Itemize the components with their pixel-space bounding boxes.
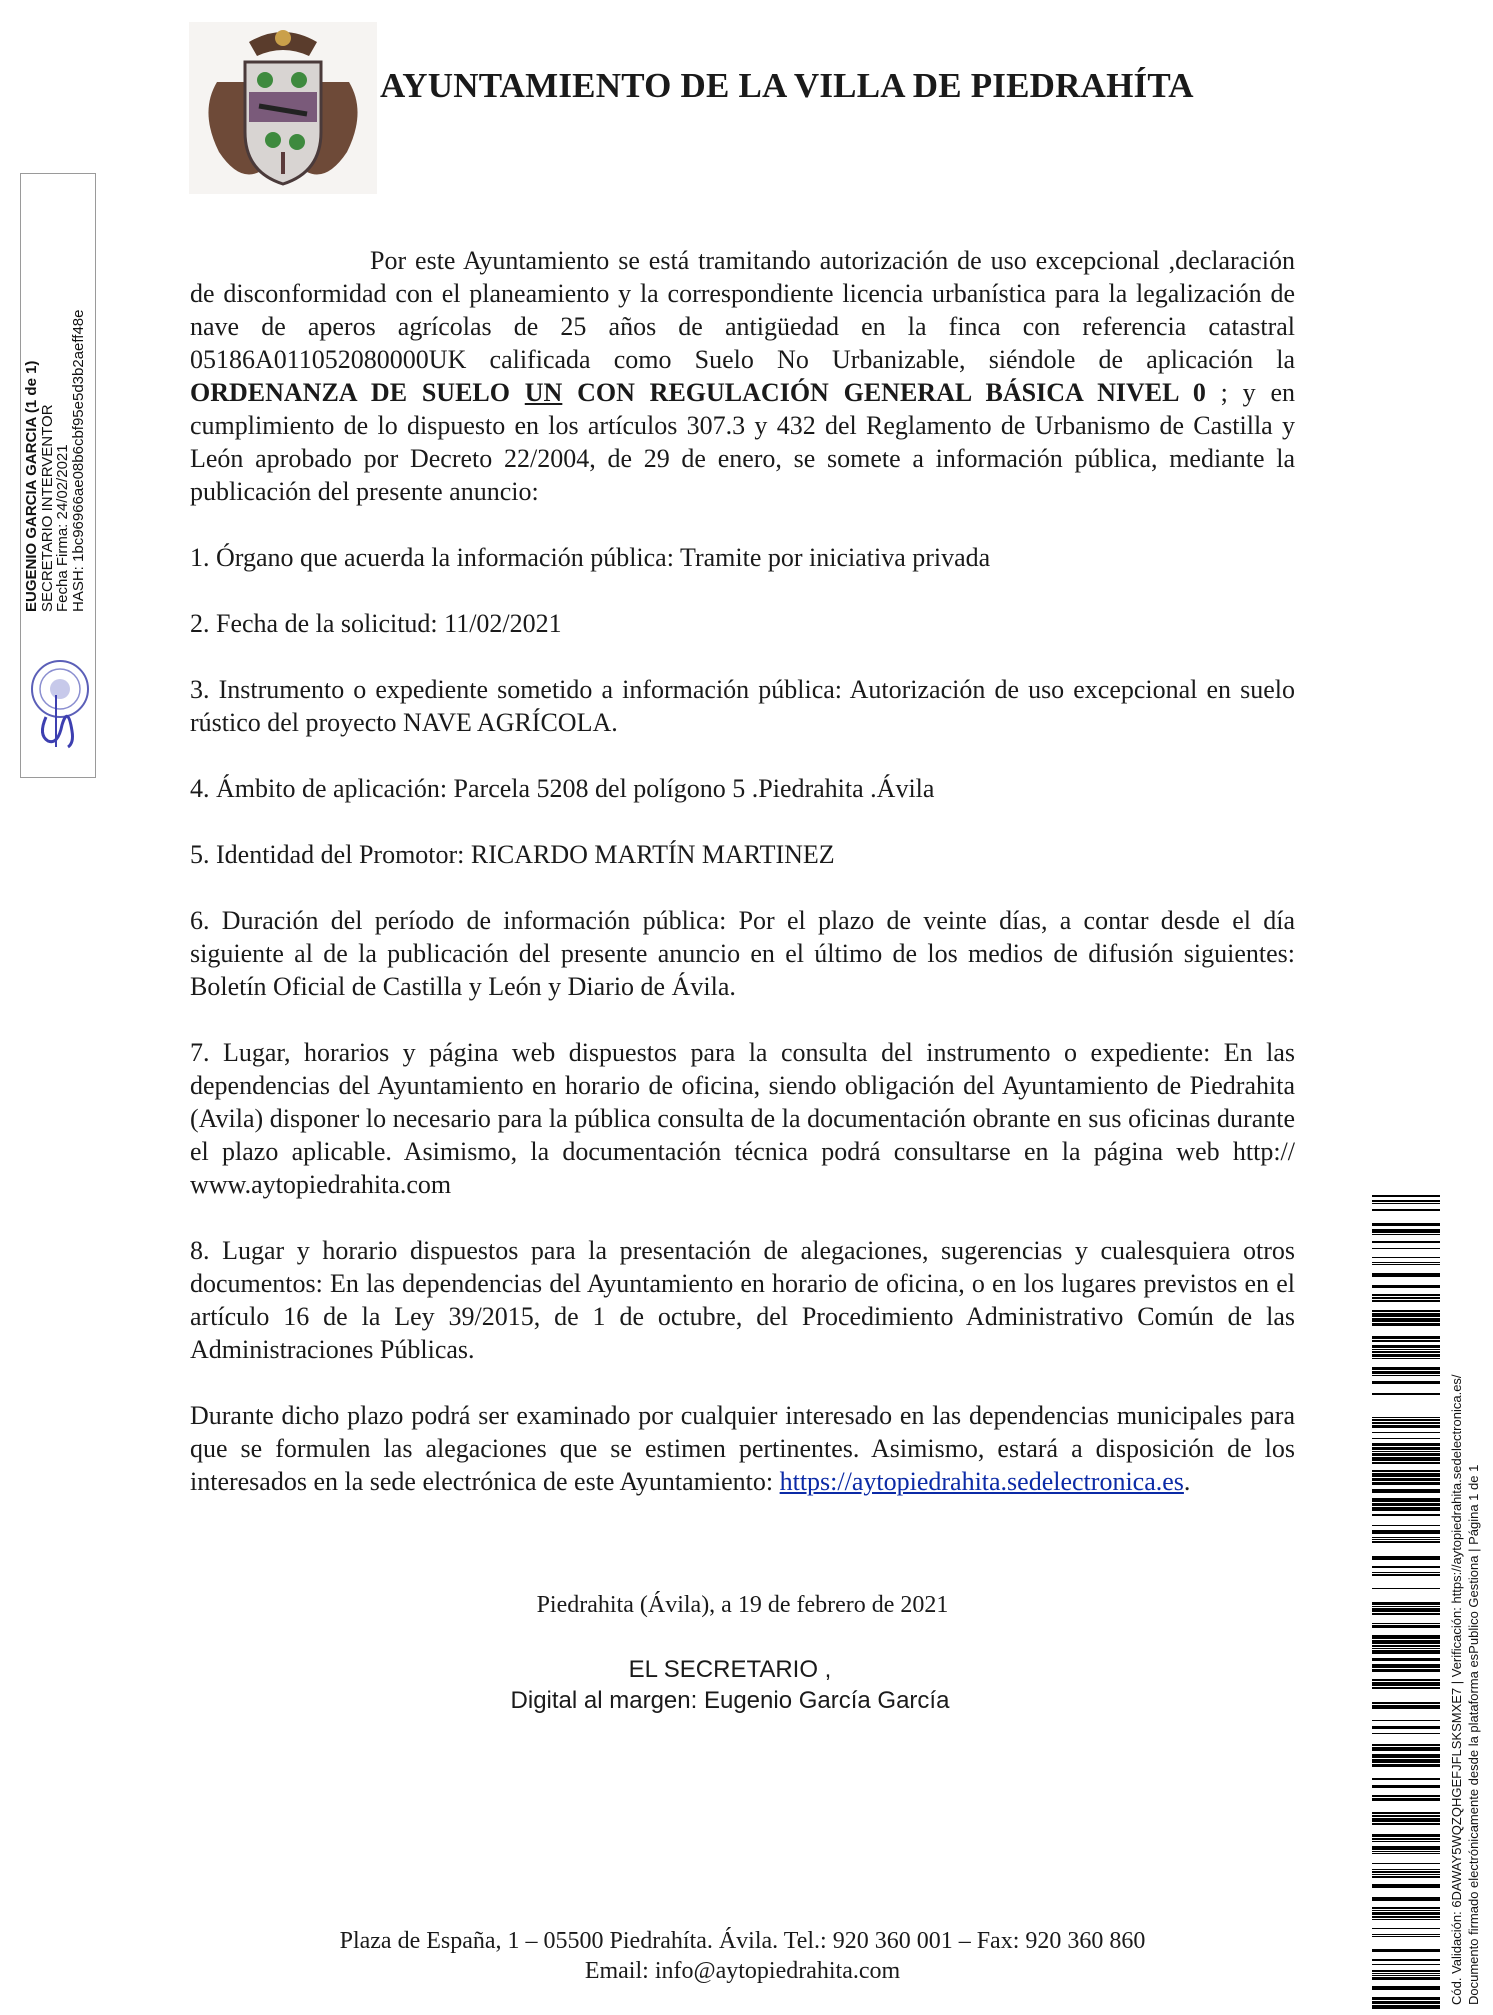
signer-name: EUGENIO GARCIA GARCIA (1 de 1) xyxy=(23,360,40,612)
signer-role: SECRETARIO INTERVENTOR xyxy=(38,404,56,612)
signature-date: Fecha Firma: 24/02/2021 xyxy=(54,444,71,612)
footer-email: Email: info@aytopiedrahita.com xyxy=(584,1958,901,1984)
signature-hash: HASH: 1bc96966ae08b6cbf95e5d3b2aeff48e xyxy=(69,309,87,612)
ordinance-part-b: CON REGULACIÓN GENERAL BÁSICA NIVEL 0 xyxy=(562,378,1206,407)
closing-paragraph xyxy=(190,1399,1295,1498)
list-item: 5. Identidad del Promotor: RICARDO MARTÍN MARTINEZ xyxy=(190,840,835,869)
coat-of-arms-icon xyxy=(189,22,377,194)
list-item: 3. Instrumento o expediente sometido a información pública: Autorización de uso excepcional en suelo rústico del proyecto NAVE AGRÍCOLA. xyxy=(190,675,1295,737)
verification-note xyxy=(1448,1205,1493,2005)
page-title: AYUNTAMIENTO DE LA VILLA DE PIEDRAHÍTA xyxy=(380,66,1194,105)
closing-text: Durante dicho plazo podrá ser examinado por cualquier interesado en las dependencias municipales para que se formulen las alegaciones que se estimen pertinentes. Asimismo, estará a disposición de los interesados en la sede electrónica de este Ayuntamiento: xyxy=(190,1401,1295,1496)
footer xyxy=(190,1926,1295,1986)
sede-electronica-link[interactable]: https://aytopiedrahita.sedelectronica.es xyxy=(779,1467,1184,1496)
list-item: 2. Fecha de la solicitud: 11/02/2021 xyxy=(190,609,562,638)
place-date: Piedrahita (Ávila), a 19 de febrero de 2021 xyxy=(536,1592,949,1618)
verification-platform: Documento firmado electrónicamente desde la plataforma esPublico Gestiona | Página 1 de 1 xyxy=(1466,1464,1481,2005)
closing-end: . xyxy=(1183,1467,1191,1496)
ordinance-title xyxy=(190,378,1206,407)
ordinance-un: UN xyxy=(524,378,563,407)
list-item: 6. Duración del período de información pública: Por el plazo de veinte días, a contar desde el día siguiente al de la publicación del presente anuncio en el último de los medios de difusión siguientes: Boletín Oficial de Castilla y León y Diario de Ávila. xyxy=(190,906,1295,1001)
barcode-icon xyxy=(1372,1195,1440,2010)
list-item: 8. Lugar y horario dispuestos para la presentación de alegaciones, sugerencias y cualesquiera otros documentos: En las dependencias del Ayuntamiento en horario de oficina, o en los lugares previstos en el artículo 16 de la Ley 39/2015, de 1 de octubre, del Procedimiento Administrativo Común de las Administraciones Públicas. xyxy=(190,1236,1295,1364)
ordinance-part-a: ORDENANZA DE SUELO xyxy=(190,378,525,407)
intro-text-end: ; y en cumplimiento de lo dispuesto en los artículos 307.3 y 432 del Reglamento de Urbanismo de Castilla y León aprobado por Decreto 22/2004, de 29 de enero, se somete a información pública, mediante la publicación del presente anuncio: xyxy=(190,378,1295,506)
list-item: 1. Órgano que acuerda la información pública: Tramite por iniciativa privada xyxy=(190,543,991,572)
signoff-signed: Digital al margen: Eugenio García García xyxy=(510,1687,950,1714)
intro-paragraph xyxy=(190,244,1295,508)
notice-body xyxy=(190,244,1295,1531)
list-item: 4. Ámbito de aplicación: Parcela 5208 del polígono 5 .Piedrahita .Ávila xyxy=(190,774,935,803)
intro-text: Por este Ayuntamiento se está tramitando autorización de uso excepcional ,declaración de disconformidad con el planeamiento y la correspondiente licencia urbanística para la legalización de nave de aperos agrícolas de 25 años de antigüedad en la finca con referencia catastral 05186A011052080000UK calificada como Suelo No Urbanizable, siéndole de aplicación la xyxy=(190,246,1295,374)
footer-address: Plaza de España, 1 – 05500 Piedrahíta. Ávila. Tel.: 920 360 001 – Fax: 920 360 860 xyxy=(339,1928,1146,1954)
signature-details xyxy=(24,172,100,612)
signoff-role: EL SECRETARIO , xyxy=(628,1656,832,1683)
signoff-block xyxy=(430,1654,1030,1716)
list-item: 7. Lugar, horarios y página web dispuestos para la consulta del instrumento o expediente: En las dependencias del Ayuntamiento en horario de oficina, siendo obligación del Ayuntamiento de Piedrahita (Avila) disponer lo necesario para la pública consulta de la documentación obrante en sus oficinas durante el plazo aplicable. Asimismo, la documentación técnica podrá consultarse en la página web http:// www.aytopiedrahita.com xyxy=(190,1038,1295,1199)
official-seal-icon xyxy=(28,655,92,751)
verification-code: Cód. Validación: 6DAWAY5WQZQHGEFJFLSKSMXE7 | Verificación: https://aytopiedrahita.sedelectronica.es/ xyxy=(1449,1374,1464,2005)
